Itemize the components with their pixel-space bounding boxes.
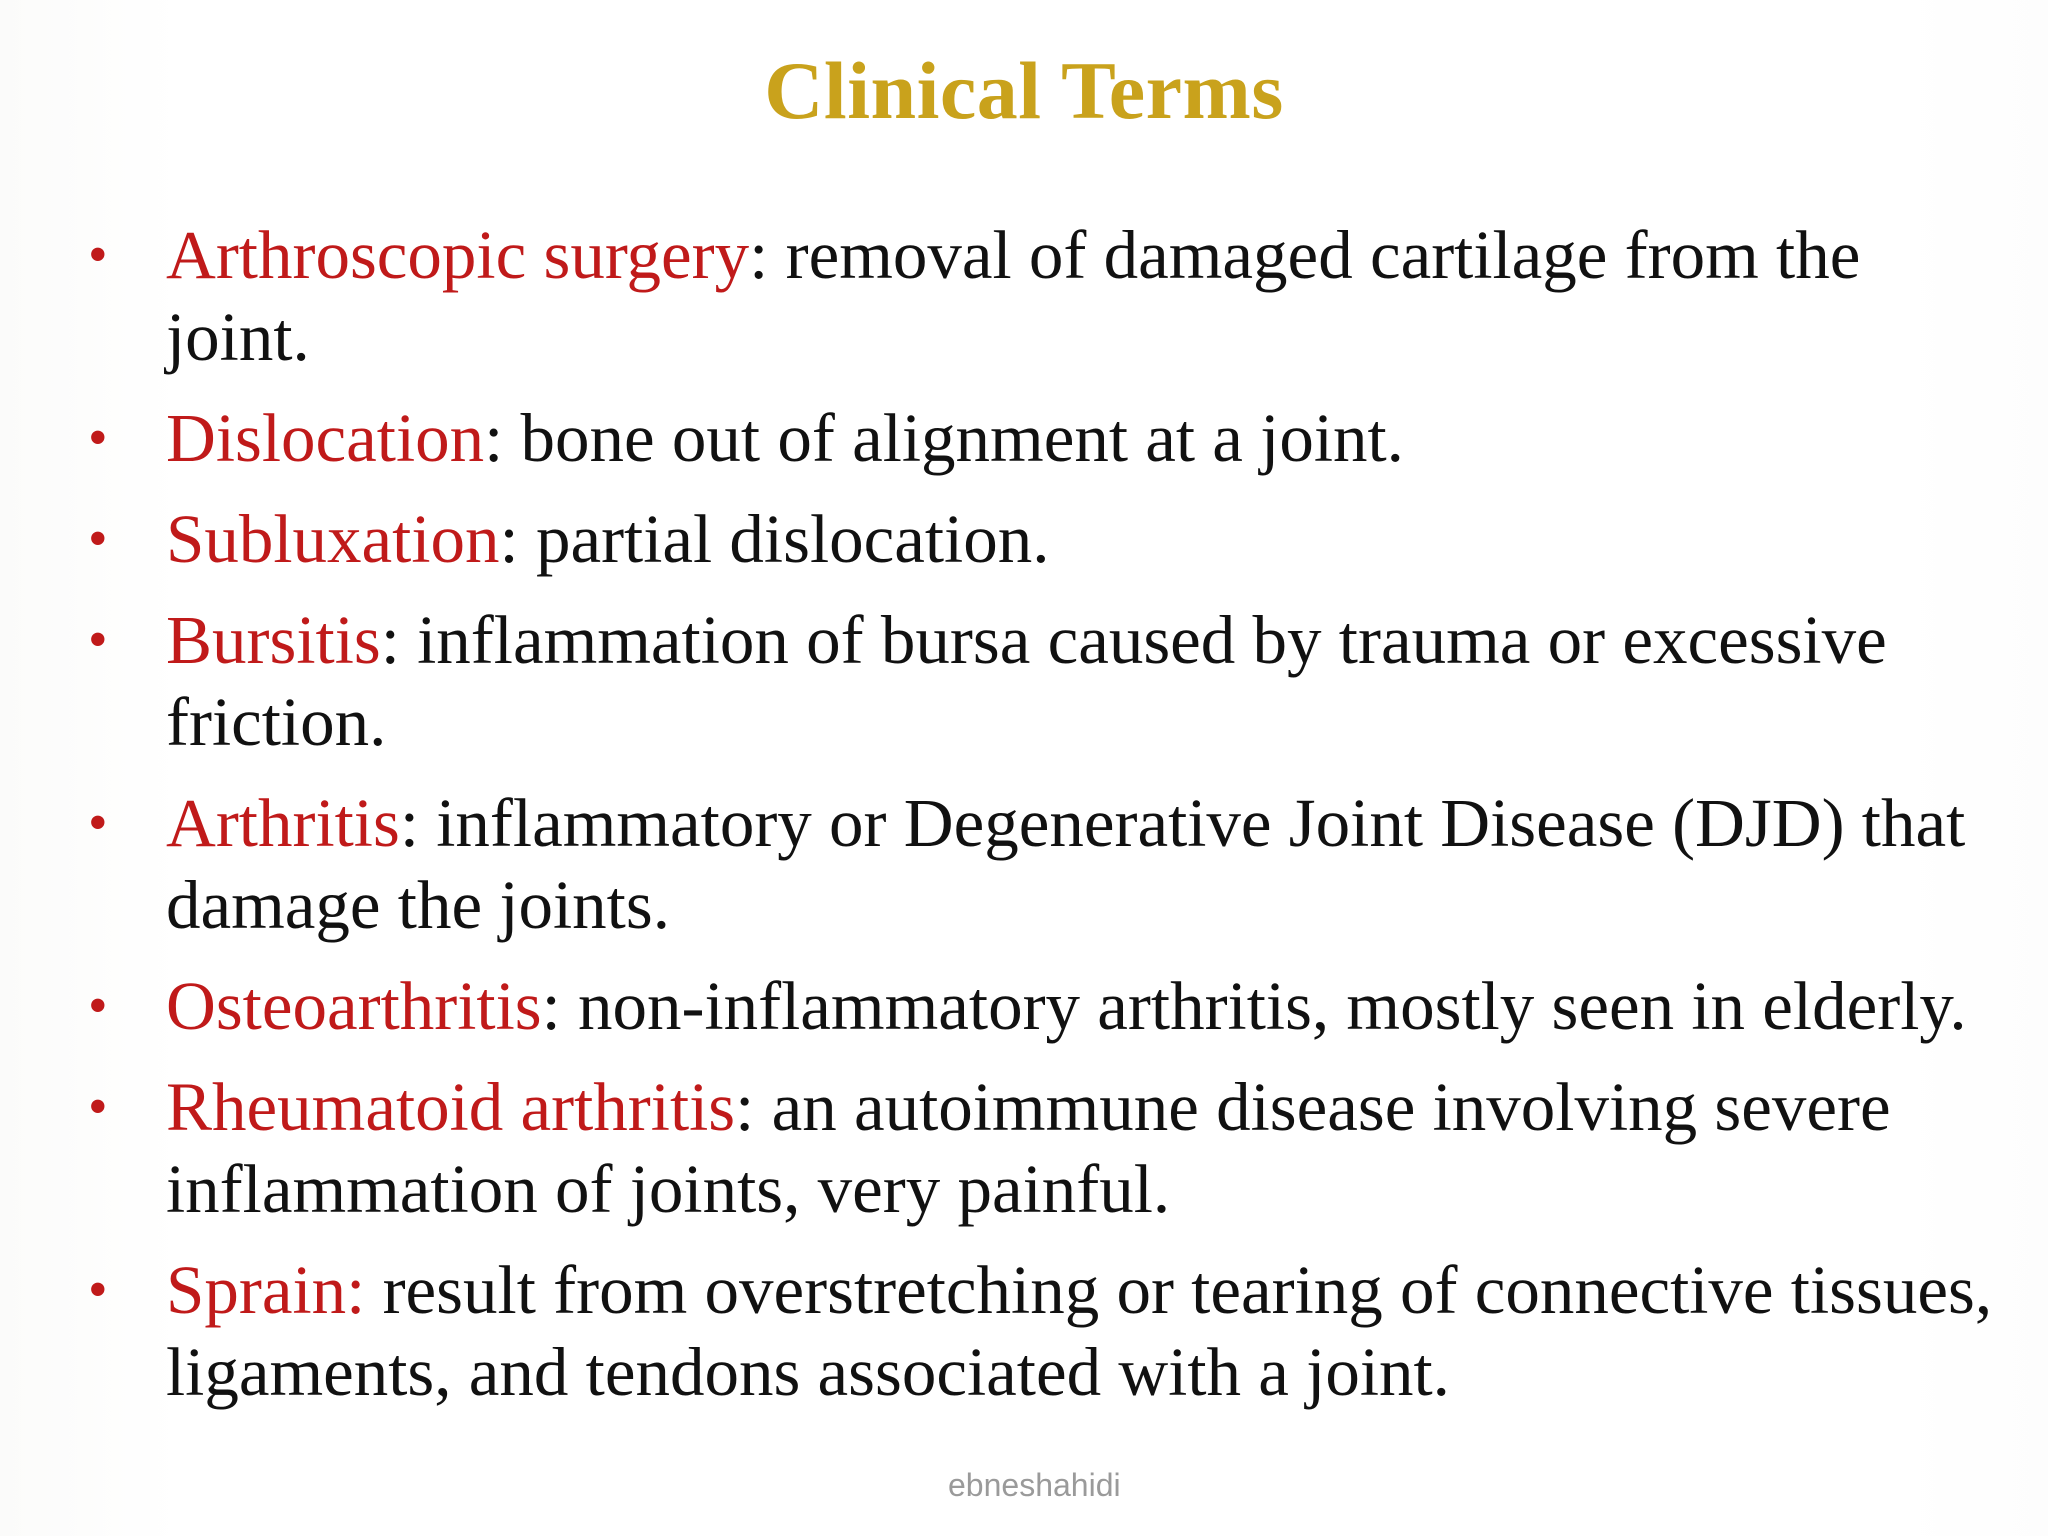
- term-description: an autoimmune disease involving severe inflammation of joints, very painful.: [166, 1069, 1891, 1227]
- term-separator: :: [499, 501, 519, 577]
- term-name: Bursitis: [166, 602, 381, 678]
- term-name: Dislocation: [166, 400, 485, 476]
- clinical-terms-list: [0, 214, 2048, 1432]
- slide-title: Clinical Terms: [764, 45, 1284, 136]
- term-separator: :: [541, 968, 561, 1044]
- term-description: bone out of alignment at a joint.: [503, 400, 1404, 476]
- bullet-icon: •: [88, 508, 108, 570]
- term-separator: :: [735, 1069, 755, 1145]
- list-item: [0, 599, 2048, 763]
- bullet-icon: •: [88, 1259, 108, 1321]
- list-item: [0, 397, 2048, 479]
- list-item: [0, 965, 2048, 1047]
- term-name: Rheumatoid arthritis: [166, 1069, 736, 1145]
- term-description: non-inflammatory arthritis, mostly seen in elderly.: [560, 968, 1967, 1044]
- term-separator: :: [484, 400, 504, 476]
- bullet-icon: •: [88, 609, 108, 671]
- bullet-icon: •: [88, 1076, 108, 1138]
- term-separator: :: [399, 785, 419, 861]
- term-name: Arthroscopic surgery: [166, 217, 750, 293]
- term-description: result from overstretching or tearing of connective tissues, ligaments, and tendons associated with a joint.: [166, 1252, 1993, 1410]
- list-item: [0, 782, 2048, 946]
- term-name: Arthritis: [166, 785, 400, 861]
- list-item: [0, 1249, 2048, 1413]
- list-item: [0, 498, 2048, 580]
- bullet-icon: •: [88, 407, 108, 469]
- term-description: inflammation of bursa caused by trauma or excessive friction.: [166, 602, 1887, 760]
- term-separator: :: [749, 217, 769, 293]
- bullet-icon: •: [88, 792, 108, 854]
- list-item: [0, 1066, 2048, 1230]
- term-name: Sprain: [166, 1252, 347, 1328]
- watermark-text: ebneshahidi: [948, 1467, 1121, 1503]
- term-description: partial dislocation.: [518, 501, 1050, 577]
- term-separator: :: [346, 1252, 366, 1328]
- bullet-icon: •: [88, 975, 108, 1037]
- bullet-icon: •: [88, 224, 108, 286]
- term-description: inflammatory or Degenerative Joint Disease (DJD) that damage the joints.: [166, 785, 1966, 943]
- term-description: removal of damaged cartilage from the joint.: [166, 217, 1861, 375]
- term-separator: :: [380, 602, 400, 678]
- list-item: [0, 214, 2048, 378]
- term-name: Subluxation: [166, 501, 500, 577]
- term-name: Osteoarthritis: [166, 968, 542, 1044]
